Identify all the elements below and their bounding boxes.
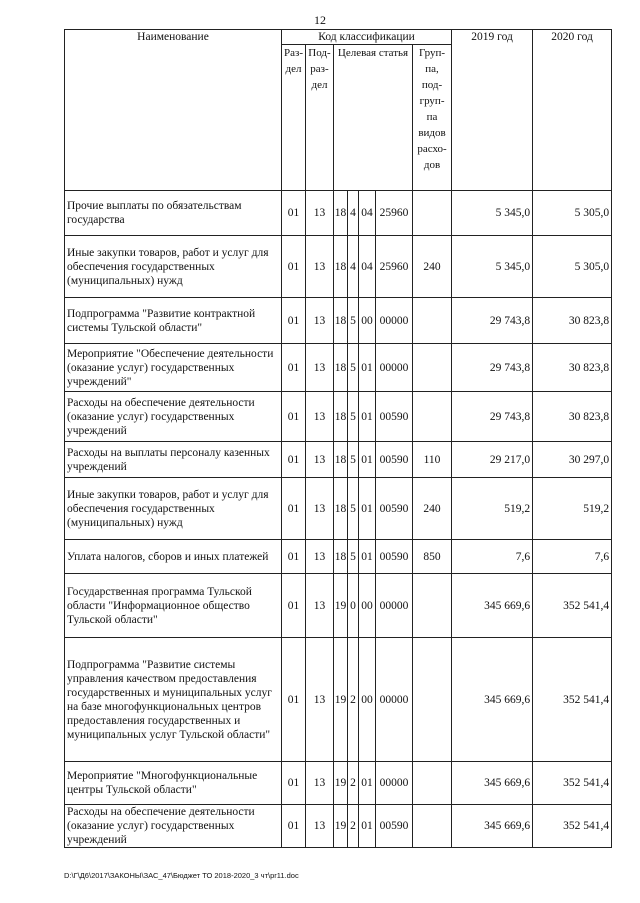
row-target-program: 18	[334, 298, 348, 344]
table-row	[65, 574, 612, 638]
row-target-event: 00	[359, 638, 376, 762]
row-podrazdel: 13	[306, 574, 334, 638]
row-name: Подпрограмма "Развитие системы управления качеством предоставления государственных и муниципальных услуг на базе многофункциональных центров предоставления государственных и муниципальных услуг Тульской области"	[65, 638, 282, 762]
header-target-article: Целевая статья	[334, 45, 413, 191]
row-expense-group	[413, 805, 452, 848]
table-row	[65, 392, 612, 442]
row-amount-2019: 345 669,6	[452, 638, 533, 762]
row-target-subprogram: 5	[348, 540, 359, 574]
row-amount-2019: 345 669,6	[452, 762, 533, 805]
table-row	[65, 638, 612, 762]
row-target-program: 18	[334, 540, 348, 574]
row-amount-2019: 345 669,6	[452, 574, 533, 638]
row-podrazdel: 13	[306, 344, 334, 392]
row-target-direction: 00000	[376, 298, 413, 344]
row-amount-2020: 352 541,4	[533, 805, 612, 848]
table-body	[65, 191, 612, 848]
row-name: Мероприятие "Обеспечение деятельности (оказание услуг) государственных учреждений"	[65, 344, 282, 392]
row-razdel: 01	[282, 344, 306, 392]
row-target-program: 18	[334, 392, 348, 442]
row-target-subprogram: 5	[348, 344, 359, 392]
row-target-direction: 00590	[376, 442, 413, 478]
row-target-direction: 00000	[376, 638, 413, 762]
row-amount-2019: 5 345,0	[452, 191, 533, 236]
row-razdel: 01	[282, 478, 306, 540]
table-row	[65, 762, 612, 805]
row-podrazdel: 13	[306, 638, 334, 762]
row-target-event: 01	[359, 478, 376, 540]
row-target-event: 00	[359, 298, 376, 344]
page-number: 12	[314, 13, 326, 27]
row-amount-2020: 5 305,0	[533, 191, 612, 236]
row-expense-group: 240	[413, 236, 452, 298]
row-name: Расходы на обеспечение деятельности (оказание услуг) государственных учреждений	[65, 392, 282, 442]
row-target-direction: 25960	[376, 191, 413, 236]
row-amount-2019: 29 743,8	[452, 344, 533, 392]
header-year-2019: 2019 год	[452, 30, 533, 191]
row-target-event: 01	[359, 805, 376, 848]
row-amount-2020: 30 297,0	[533, 442, 612, 478]
row-target-event: 01	[359, 392, 376, 442]
row-target-direction: 00590	[376, 805, 413, 848]
row-target-direction: 00000	[376, 344, 413, 392]
row-name: Прочие выплаты по обязательствам государства	[65, 191, 282, 236]
row-target-event: 01	[359, 762, 376, 805]
row-target-program: 19	[334, 574, 348, 638]
row-target-subprogram: 0	[348, 574, 359, 638]
table-row	[65, 298, 612, 344]
row-amount-2020: 30 823,8	[533, 392, 612, 442]
file-path-footer: D:\Г\Д6\2017\ЗАКОНЫ\ЗАС_47\Бюджет ТО 2018-2020_3 чт\pr11.doc	[64, 871, 299, 880]
row-expense-group: 850	[413, 540, 452, 574]
row-target-subprogram: 5	[348, 478, 359, 540]
row-amount-2019: 29 743,8	[452, 298, 533, 344]
row-podrazdel: 13	[306, 805, 334, 848]
row-expense-group: 240	[413, 478, 452, 540]
header-code: Код классификации	[282, 30, 452, 45]
row-target-program: 19	[334, 638, 348, 762]
row-target-program: 18	[334, 478, 348, 540]
row-name: Государственная программа Тульской области "Информационное общество Тульской области"	[65, 574, 282, 638]
row-name: Мероприятие "Многофункциональные центры Тульской области"	[65, 762, 282, 805]
row-target-direction: 00590	[376, 478, 413, 540]
row-target-direction: 00590	[376, 540, 413, 574]
row-razdel: 01	[282, 236, 306, 298]
row-target-event: 00	[359, 574, 376, 638]
row-podrazdel: 13	[306, 191, 334, 236]
row-expense-group	[413, 392, 452, 442]
row-target-program: 18	[334, 191, 348, 236]
row-amount-2020: 5 305,0	[533, 236, 612, 298]
header-razdel: Раз- дел	[282, 45, 306, 191]
row-target-direction: 00000	[376, 762, 413, 805]
row-target-program: 18	[334, 236, 348, 298]
row-podrazdel: 13	[306, 236, 334, 298]
table-row	[65, 442, 612, 478]
row-podrazdel: 13	[306, 392, 334, 442]
row-podrazdel: 13	[306, 298, 334, 344]
row-target-subprogram: 4	[348, 236, 359, 298]
row-amount-2019: 7,6	[452, 540, 533, 574]
row-target-event: 01	[359, 344, 376, 392]
row-amount-2019: 29 217,0	[452, 442, 533, 478]
row-target-event: 01	[359, 540, 376, 574]
row-target-subprogram: 5	[348, 298, 359, 344]
header-name: Наименование	[65, 30, 282, 191]
row-expense-group	[413, 762, 452, 805]
row-amount-2019: 5 345,0	[452, 236, 533, 298]
row-expense-group	[413, 191, 452, 236]
row-name: Расходы на выплаты персоналу казенных учреждений	[65, 442, 282, 478]
row-amount-2019: 345 669,6	[452, 805, 533, 848]
header-expense-group: Груп- па, под- груп- па видов расхо- дов	[413, 45, 452, 191]
row-amount-2020: 352 541,4	[533, 574, 612, 638]
row-expense-group	[413, 638, 452, 762]
row-amount-2020: 30 823,8	[533, 298, 612, 344]
row-razdel: 01	[282, 540, 306, 574]
row-amount-2020: 352 541,4	[533, 762, 612, 805]
budget-table	[64, 29, 612, 848]
row-expense-group	[413, 344, 452, 392]
row-amount-2020: 519,2	[533, 478, 612, 540]
table-row	[65, 540, 612, 574]
header-year-2020: 2020 год	[533, 30, 612, 191]
row-podrazdel: 13	[306, 762, 334, 805]
row-razdel: 01	[282, 638, 306, 762]
row-target-program: 19	[334, 805, 348, 848]
row-target-subprogram: 2	[348, 762, 359, 805]
table-row	[65, 478, 612, 540]
row-target-program: 18	[334, 344, 348, 392]
row-amount-2019: 29 743,8	[452, 392, 533, 442]
row-target-subprogram: 4	[348, 191, 359, 236]
row-target-subprogram: 5	[348, 392, 359, 442]
row-podrazdel: 13	[306, 442, 334, 478]
row-razdel: 01	[282, 574, 306, 638]
row-razdel: 01	[282, 805, 306, 848]
row-podrazdel: 13	[306, 478, 334, 540]
row-amount-2020: 352 541,4	[533, 638, 612, 762]
row-razdel: 01	[282, 442, 306, 478]
row-razdel: 01	[282, 392, 306, 442]
row-name: Уплата налогов, сборов и иных платежей	[65, 540, 282, 574]
row-amount-2020: 7,6	[533, 540, 612, 574]
header-podrazdel: Под- раз- дел	[306, 45, 334, 191]
table-row	[65, 805, 612, 848]
row-target-program: 19	[334, 762, 348, 805]
row-expense-group: 110	[413, 442, 452, 478]
row-podrazdel: 13	[306, 540, 334, 574]
row-target-program: 18	[334, 442, 348, 478]
row-razdel: 01	[282, 298, 306, 344]
row-target-event: 04	[359, 191, 376, 236]
row-target-direction: 00000	[376, 574, 413, 638]
row-name: Иные закупки товаров, работ и услуг для обеспечения государственных (муниципальных) нужд	[65, 236, 282, 298]
table-row	[65, 236, 612, 298]
row-target-direction: 00590	[376, 392, 413, 442]
row-name: Расходы на обеспечение деятельности (оказание услуг) государственных учреждений	[65, 805, 282, 848]
row-name: Иные закупки товаров, работ и услуг для обеспечения государственных (муниципальных) нужд	[65, 478, 282, 540]
row-target-direction: 25960	[376, 236, 413, 298]
row-target-subprogram: 2	[348, 805, 359, 848]
row-target-subprogram: 2	[348, 638, 359, 762]
row-name: Подпрограмма "Развитие контрактной системы Тульской области"	[65, 298, 282, 344]
row-razdel: 01	[282, 191, 306, 236]
row-target-event: 04	[359, 236, 376, 298]
row-target-event: 01	[359, 442, 376, 478]
row-target-subprogram: 5	[348, 442, 359, 478]
row-amount-2020: 30 823,8	[533, 344, 612, 392]
row-amount-2019: 519,2	[452, 478, 533, 540]
row-expense-group	[413, 574, 452, 638]
table-row	[65, 344, 612, 392]
row-expense-group	[413, 298, 452, 344]
row-razdel: 01	[282, 762, 306, 805]
table-row	[65, 191, 612, 236]
